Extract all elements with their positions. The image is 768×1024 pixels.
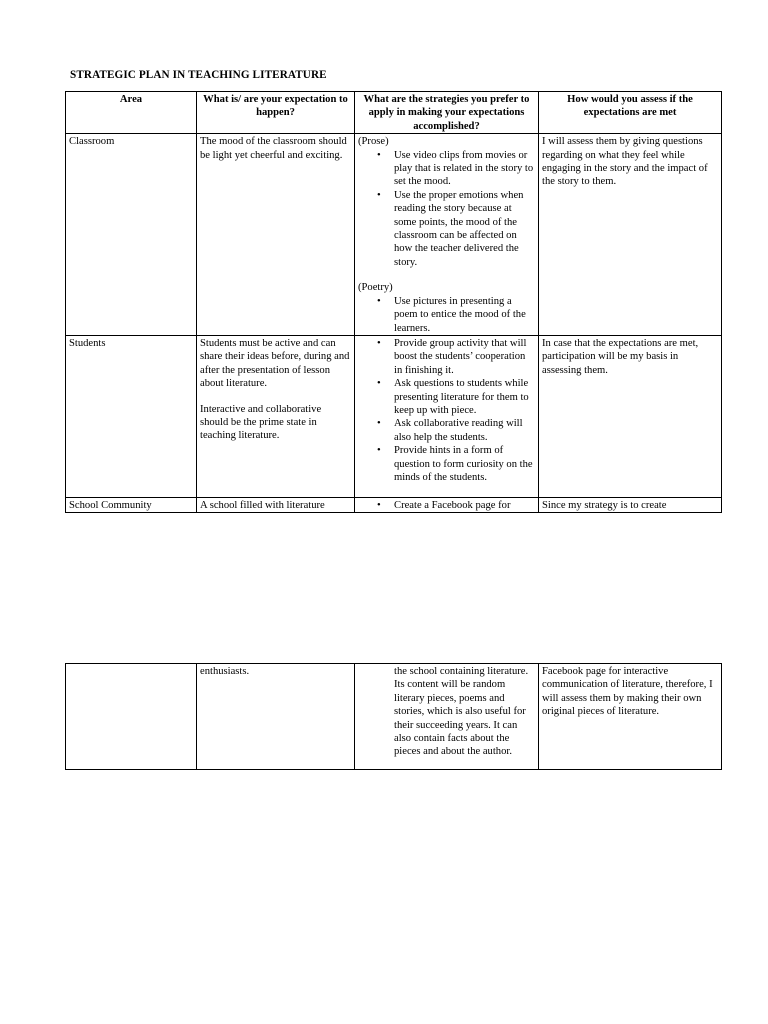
assessment-cell: Facebook page for interactive communication of literature, therefore, I will assess them by making their own original pieces of literature. <box>539 664 722 770</box>
header-assessment: How would you assess if the expectations are met <box>539 92 722 134</box>
strategies-cell <box>355 497 539 512</box>
strategic-plan-table <box>65 91 722 513</box>
list-item: • Use the proper emotions when reading the story because at some points, the mood of the classroom can be affected on how the teacher delivered the story. <box>394 189 535 269</box>
prose-strategy-list <box>358 149 535 270</box>
document-title: STRATEGIC PLAN IN TEACHING LITERATURE <box>70 69 327 81</box>
list-item: • Provide hints in a form of question to form curiosity on the minds of the students. <box>394 444 535 484</box>
prose-label: (Prose) <box>358 136 389 148</box>
strategies-cell <box>355 335 539 497</box>
community-strategy-list <box>358 499 535 512</box>
list-item: • Provide group activity that will boost the students’ cooperation in finishing it. <box>394 337 535 377</box>
area-cell: Students <box>66 335 197 497</box>
table-row-classroom <box>66 134 722 336</box>
expectation-cell: A school filled with literature <box>197 497 355 512</box>
header-area: Area <box>66 92 197 134</box>
assessment-cell: Since my strategy is to create <box>539 497 722 512</box>
strategies-cell <box>355 134 539 336</box>
area-cell <box>66 664 197 770</box>
header-strategies: What are the strategies you prefer to apply in making your expectations accomplished? <box>355 92 539 134</box>
table-row-continuation <box>66 664 722 770</box>
expectation-cell: enthusiasts. <box>197 664 355 770</box>
list-item-continued: the school containing literature. Its content will be random literary pieces, poems and stories, which is also useful for their succeeding years. It can also contain facts about the pieces and about the author. <box>394 666 529 758</box>
poetry-label: (Poetry) <box>358 282 393 294</box>
expectation-paragraph: Students must be active and can share their ideas before, during and after the presentation of lesson about literature. <box>200 337 350 390</box>
continuation-strategy-list <box>358 665 535 759</box>
list-item: • Ask collaborative reading will also help the students. <box>394 417 535 444</box>
continuation-table <box>65 663 722 770</box>
assessment-cell: In case that the expectations are met, participation will be my basis in assessing them. <box>539 335 722 497</box>
list-item: • Use pictures in presenting a poem to entice the mood of the learners. <box>394 295 535 335</box>
students-strategy-list <box>358 337 535 484</box>
table-row-students <box>66 335 722 497</box>
header-expectation: What is/ are your expectation to happen? <box>197 92 355 134</box>
poetry-strategy-list <box>358 295 535 335</box>
list-item: • Ask questions to students while presenting literature for them to keep up with piece. <box>394 377 535 417</box>
list-item: • Create a Facebook page for <box>394 499 535 512</box>
strategies-cell <box>355 664 539 770</box>
table-header-row <box>66 92 722 134</box>
assessment-cell: I will assess them by giving questions regarding on what they feel while engaging in the story and the impact of the story to them. <box>539 134 722 336</box>
area-cell: Classroom <box>66 134 197 336</box>
area-cell: School Community <box>66 497 197 512</box>
expectation-cell <box>197 335 355 497</box>
expectation-cell: The mood of the classroom should be light yet cheerful and exciting. <box>197 134 355 336</box>
table-row-school-community <box>66 497 722 512</box>
expectation-paragraph: Interactive and collaborative should be the prime state in teaching literature. <box>200 403 322 442</box>
list-item: • Use video clips from movies or play that is related in the story to set the mood. <box>394 149 535 189</box>
